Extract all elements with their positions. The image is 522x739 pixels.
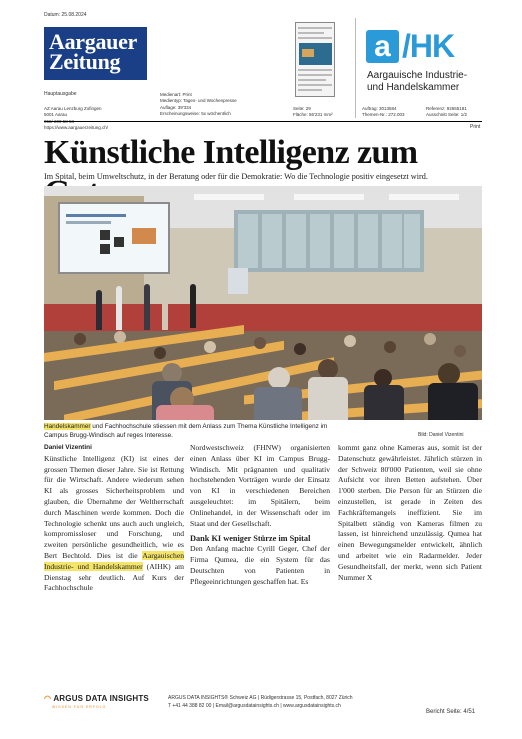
client-name-line: und Handelskammer (367, 82, 460, 93)
page-meta (293, 106, 333, 119)
body-text: kommt ganz ohne Kameras aus, somit ist der Datenschutz gewährleistet. Jährlich stürzen in der Schweiz 80'000 Patienten, weil sie ohne Aufsicht vor ihren Betten aufstehen. Über 1'000 sterben. Die Person für an Stürzen die einzustellen, ist gerade in Zeiten des Fachkräftemangels ineffizient. Sie im Spitalbett ständig von Kameras filmen zu lassen, ist hinreichend unzulässig. Qumea hat einen Bewegungsmelder entwickelt, ähnlich und arbeitet wie ein Radarmelder. Jeder Gesundheitsfall, der merkt, wenn sich Patient Nummer X (338, 443, 482, 582)
address-link[interactable]: https://www.aargauerzeitung.ch/ (44, 124, 109, 130)
article-column-1 (44, 443, 184, 594)
body-text: (AIHK) am Dienstag sehr deutlich. Auf Kurs der Fachhochschule (44, 561, 184, 593)
meta-line: Auftrag: 3013584 (362, 106, 397, 111)
article-headline: Künstliche Intelligenz zum (44, 134, 418, 171)
caption-highlight: Handelskammer (44, 423, 91, 430)
media-meta (160, 92, 237, 117)
meta-line: Medientyp: Tages- und Wochenpresse (160, 98, 237, 104)
logo-line1: Aargauer (49, 29, 138, 54)
header-rule (44, 121, 482, 122)
article-column-3 (338, 443, 482, 583)
argus-logo-icon: ◠ (44, 694, 54, 703)
author-name: Daniel Vizentini (44, 444, 92, 451)
meta-line: Ausschnitt Seite: 1/2 (426, 112, 468, 118)
footer-contact[interactable]: T +41 44 388 82 00 | Email@argusdatainsights.ch | www.argusdatainsights.ch (168, 702, 341, 709)
section-heading: Dank KI weniger Stürze im Spital (190, 534, 311, 544)
date-label: Datum: 25.08.2024 (44, 12, 87, 18)
meta-line: Medienart: Print (160, 92, 192, 97)
meta-line: Fläche: 56'231 mm² (293, 112, 333, 118)
body-highlight: Aargauischen Industrie- und Handelskammer (44, 550, 184, 571)
photo-caption (44, 422, 482, 440)
meta-line: Themen-Nr.: 272.003 (362, 112, 405, 118)
photo-audience (44, 331, 482, 420)
article-column-2 (190, 443, 330, 588)
client-name (367, 70, 467, 94)
footer-address: ARGUS DATA INSIGHTS® Schweiz AG | Rüdigerstrasse 15, Postfach, 8027 Zürich (168, 695, 353, 701)
projection-screen (58, 202, 170, 274)
order-meta (362, 106, 405, 119)
aargauer-zeitung-logo (44, 27, 147, 80)
body-text: Den Anfang machte Cyrill Geger, Chef der Firma Qumea, die ein System für das Deutschten von Patienten in Pflegeeinrichtungen geschaffen hat. Es (190, 544, 330, 586)
argus-logo (44, 694, 149, 703)
article-subhead: Im Spital, beim Umweltschutz, in der Beratung oder für die Demokratie: Wo die Technologie positiv eingesetzt wird. (44, 172, 428, 181)
argus-tagline: WISSEN FÜR ERFOLG (52, 705, 107, 709)
body-text: Nordwestschweiz (FHNW) organisierten einen Anlass über KI im Campus Brugg-Windisch. Mit prägnanten und qualitativ hochstehenden Vorträgen wurde der Einsatz von KI in verschiedenen Bereichen ausgeleuchtet: im Spitälern, beim Onlinehandel, in der Wissenschaft oder im Staat und der Gesellschaft. (190, 443, 330, 528)
header-divider (355, 18, 356, 118)
meta-line: Erscheinungsweise: 5x wöchentlich (160, 110, 231, 116)
caption-line2: Campus Brugg-Windisch auf reges Interesse. (44, 432, 173, 439)
publisher-address (44, 106, 108, 131)
address-line: AZ Aarau Lenzburg Zofingen (44, 106, 102, 111)
ahk-logo-word: /HK (402, 28, 455, 64)
photo-windows (234, 210, 424, 272)
photo-credit: Bild: Daniel Vizentini (418, 432, 464, 438)
body-text: Künstliche Intelligenz (KI) ist eines der grossen Themen dieser Jahre. Sie ist Rettung für die Wirtschaft. Andere wiederum sehen KI als grosses Sicherheitsproblem und glauben, die Übernahme der Weltherrschaft durch Maschinen werde kommen. Doch die Technologie schenkt uns auch auch ungleich, kompromissloser und Forschung, und zweiten persönliche gesundheitlich, wie es Bert Bechtold. Dies ist die (44, 453, 184, 560)
lecture-hall-photo (44, 186, 482, 420)
report-page-label: Bericht Seite: 4/51 (426, 709, 476, 715)
meta-line: Seite: 29 (293, 106, 311, 111)
logo-line2: Zeitung (49, 49, 121, 74)
client-name-line: Aargauische Industrie- (367, 70, 468, 81)
footer-info (168, 695, 353, 710)
ahk-logo-badge: a (366, 30, 399, 63)
meta-line: Referenz: 92655181 (426, 106, 467, 111)
address-line: 5001 Aarau (44, 112, 68, 118)
lectern-banner (228, 268, 248, 294)
edition-label: Hauptausgabe (44, 91, 77, 97)
meta-line: Auflage: 39'334 (160, 104, 192, 110)
caption-text: und Fachhochschule stiessen mit dem Anlass zum Thema Künstliche Intelligenz im (90, 423, 328, 430)
page-thumbnail[interactable] (295, 22, 335, 97)
print-label: Print (470, 124, 481, 130)
argus-brand: ARGUS DATA INSIGHTS (53, 694, 149, 703)
ref-meta (426, 106, 467, 119)
